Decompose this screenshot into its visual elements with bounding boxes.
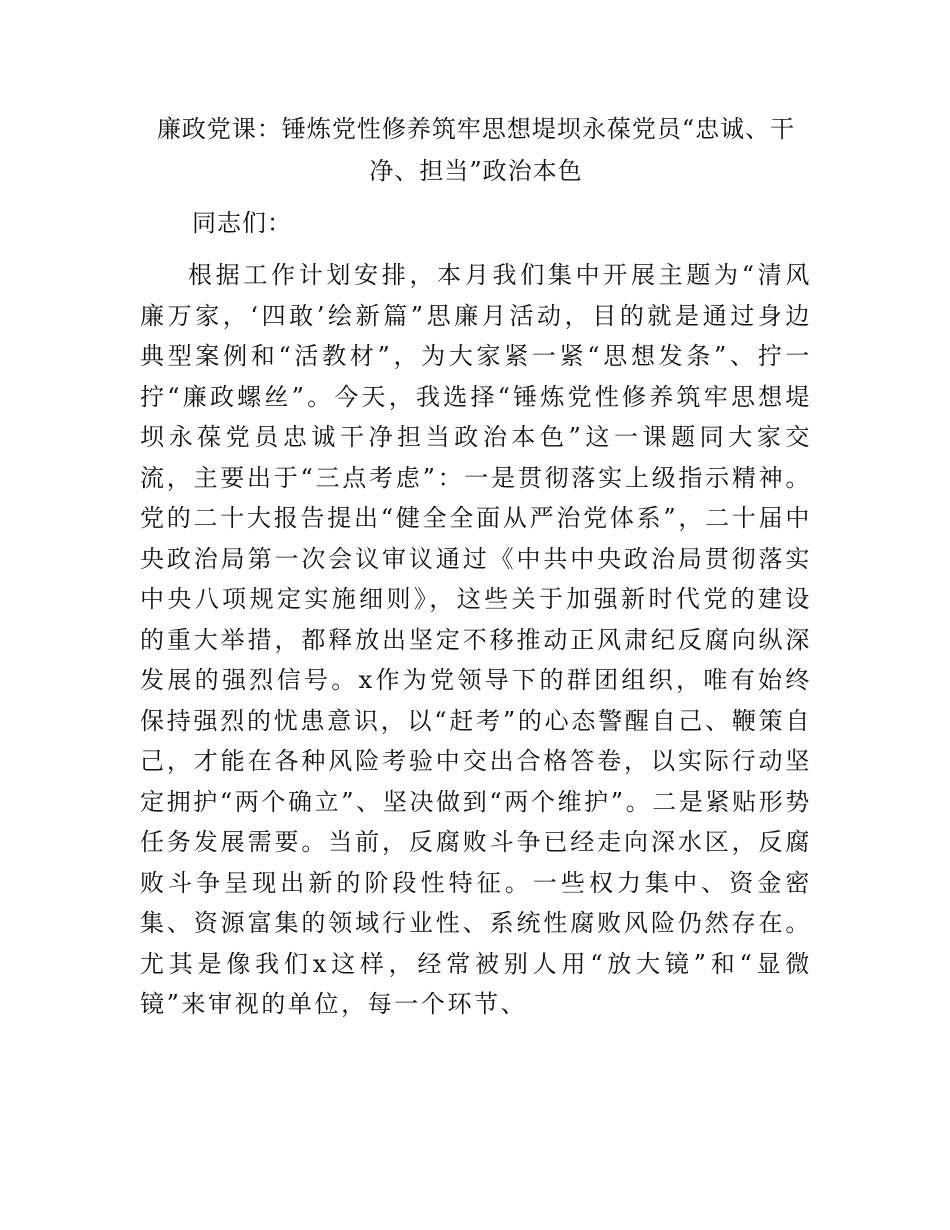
document-title: 廉政党课：锤炼党性修养筑牢思想堤坝永葆党员“忠诚、干净、担当”政治本色: [156, 115, 796, 185]
salutation: 同志们：: [192, 209, 292, 237]
body-paragraph: 根据工作计划安排，本月我们集中开展主题为“清风廉万家，‘四敢’绘新篇”思廉月活动，目的就是通过身边典型案例和“活教材”，为大家紧一紧“思想发条”、拧一拧“廉政螺丝”。今天，我选择“锤炼党性修养筑牢思想堤坝永葆党员忠诚干净担当政治本色”这一课题同大家交流，主要出于“三点考虑”：一是贯彻落实上级指示精神。党的二十大报告提出“健全全面从严治党体系”，二十届中央政治局第一次会议审议通过《中共中央政治局贯彻落实中央八项规定实施细则》，这些关于加强新时代党的建设的重大举措，都释放出坚定不移推动正风肃纪反腐向纵深发展的强烈信号。x作为党领导下的群团组织，唯有始终保持强烈的忧患意识，以“赶考”的心态警醒自己、鞭策自己，才能在各种风险考验中交出合格答卷，以实际行动坚定拥护“两个确立”、坚决做到“两个维护”。二是紧贴形势任务发展需要。当前，反腐败斗争已经走向深水区，反腐败斗争呈现出新的阶段性特征。一些权力集中、资金密集、资源富集的领域行业性、系统性腐败风险仍然存在。尤其是像我们x这样，经常被别人用“放大镜”和“显微镜”来审视的单位，每一个环节、: [140, 261, 812, 1018]
